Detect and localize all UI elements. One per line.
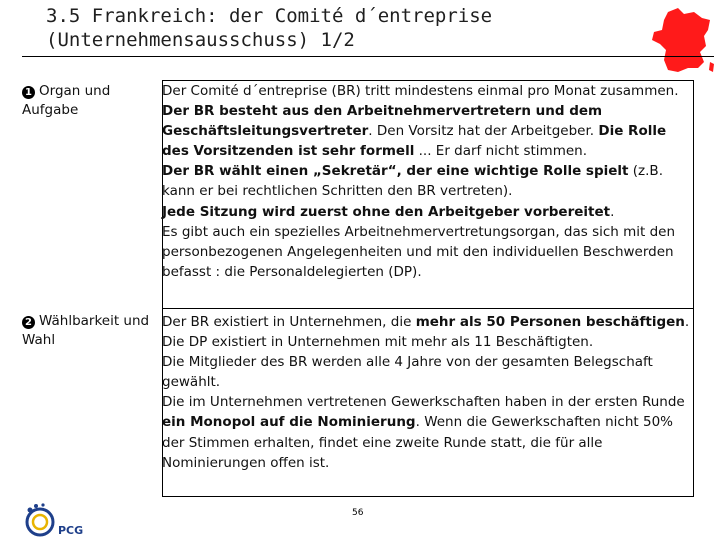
bold-text-segment: Die Rolle des Vorsitzenden ist sehr formell [162, 123, 667, 160]
row-number-badge: 2 [22, 316, 35, 329]
text-segment: . Den Vorsitz hat der Arbeitgeber. [368, 123, 599, 140]
text-segment: Der BR existiert in Unternehmen, die [162, 314, 416, 330]
table-right-border [693, 80, 694, 496]
page-number: 56 [352, 508, 364, 518]
logo-text: PCG [58, 524, 84, 537]
france-map-icon [648, 6, 716, 78]
bold-text-segment: mehr als 50 Personen beschäftigen [415, 314, 685, 330]
table-bottom-border [162, 496, 694, 497]
text-segment: . [610, 203, 615, 220]
row-paragraph [162, 392, 692, 472]
table-row-divider [162, 308, 694, 309]
text-segment: ... Er darf nicht stimmen. [414, 143, 587, 160]
text-segment: Es gibt auch ein spezielles Arbeitnehmervertretungsorgan, das sich mit den personbezogenen Angelegenheiten und mit den individuellen Beschwerden befasst : die Personaldelegierten (DP). [162, 223, 676, 280]
bold-text-segment: ein Monopol auf die Nominierung [162, 414, 416, 431]
text-segment: Die Mitglieder des BR werden alle 4 Jahre von der gesamten Belegschaft gewählt. [162, 354, 653, 391]
row-paragraph [162, 312, 692, 352]
text-segment: Die im Unternehmen vertretenen Gewerkschaften haben in der ersten Runde [162, 394, 685, 411]
title-divider [22, 56, 714, 57]
row-content-wahl [162, 312, 692, 473]
row-label-wahl [22, 312, 156, 350]
row-label-text: Organ und Aufgabe [22, 83, 111, 118]
row-paragraph [162, 81, 692, 161]
row-paragraph [162, 352, 692, 392]
bold-text-segment: Der BR besteht aus den Arbeitnehmervertretern und dem Geschäftsleitungsvertreter [162, 103, 603, 140]
text-segment: Der Comité d´entreprise (BR) tritt mindestens einmal pro Monat zusammen. [162, 83, 679, 99]
row-paragraph [162, 222, 692, 282]
slide-title [46, 4, 492, 52]
row-paragraph [162, 161, 692, 201]
row-content-organ [162, 81, 692, 282]
row-label-text: Wählbarkeit und Wahl [22, 313, 150, 348]
text-segment: (z.B. kann er bei rechtlichen Schritten den BR vertreten). [162, 163, 663, 200]
row-number-badge: 1 [22, 86, 35, 99]
slide-title-line1: 3.5 Frankreich: der Comité d´entreprise [46, 5, 493, 27]
bold-text-segment: Jede Sitzung wird zuerst ohne den Arbeitgeber vorbereitet [162, 203, 611, 220]
text-segment: . Wenn die Gewerkschaften nicht 50% der Stimmen erhalten, findet eine zweite Runde statt, die für alle Nominierungen offen ist. [162, 414, 673, 471]
bold-text-segment: Der BR wählt einen „Sekretär“, der eine wichtige Rolle spielt [162, 163, 629, 180]
row-paragraph [162, 202, 692, 222]
row-label-organ [22, 82, 156, 120]
slide-title-line2: (Unternehmensausschuss) 1/2 [46, 29, 355, 51]
text-segment: . Die DP existiert in Unternehmen mit mehr als 11 Beschäftigten. [162, 314, 690, 351]
